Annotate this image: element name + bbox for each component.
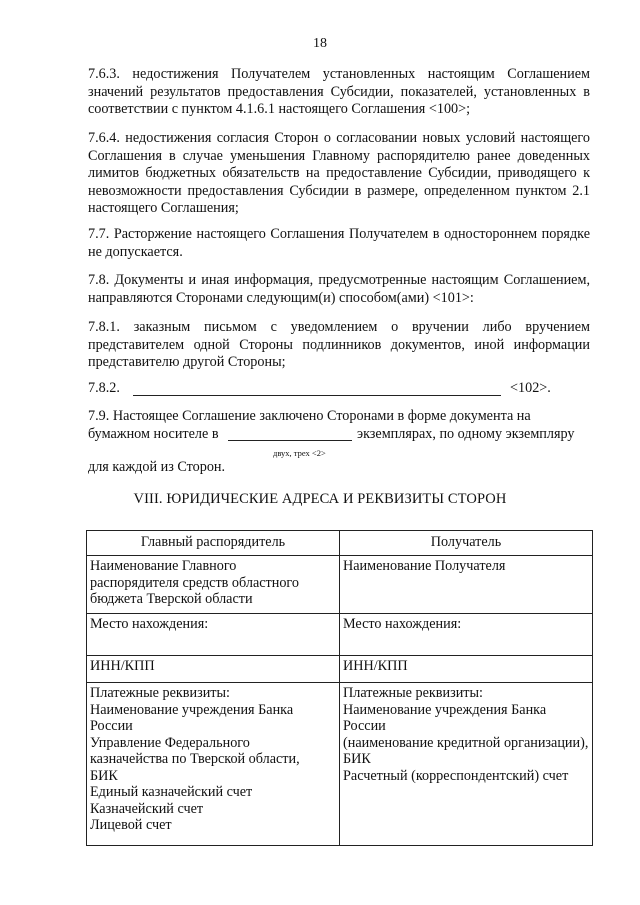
cell-line: Платежные реквизиты: [90,685,230,701]
cell-line: БИК [90,767,118,784]
blank-line-copies [228,440,352,441]
cell-line: Расчетный (корреспондентский) счет [343,767,569,784]
clause-7-8-1: 7.8.1. заказным письмом с уведомлением о вручении либо вручением представителем одной Стороны подлинников документов, иной информации представителю другой Стороны; [88,319,590,371]
cell-line: Наименование учреждения Банка [90,701,294,718]
page-number: 18 [313,36,327,51]
clause-7-6-4: 7.6.4. недостижения согласия Сторон о согласовании новых условий настоящего Соглашения в случае уменьшения Главному распорядителю ранее доведенных лимитов бюджетных обязательств на предоставление Субсидии, приводящего к невозможности предоставления Субсидии в размере, определенном пунктом 2.1 настоящего Соглашения; [88,130,590,217]
clause-7-8: 7.8. Документы и иная информация, предусмотренные настоящим Соглашением, направляются Сторонами следующим(и) способом(ами) <101>: [88,272,590,306]
copies-hint: двух, трех <2> [273,448,326,458]
cell-recipient-inn: ИНН/КПП [340,656,593,683]
cell-line: Лицевой счет [90,817,172,833]
cell-line: Единый казначейский счет [90,784,253,800]
clause-7-6-3: 7.6.3. недостижения Получателем установленных настоящим Соглашением значений результатов предоставления Субсидии, показателей, установленных в соответствии с пунктом 4.1.6.1 настоящего Соглашения <100>; [88,66,590,118]
cell-line: Управление Федерального [90,734,250,751]
requisites-table [86,530,593,846]
cell-line: распорядителя средств областного [90,574,299,591]
cell-line: бюджета Тверской области [90,591,253,607]
cell-line: Наименование Получателя [343,558,506,574]
cell-line: Казначейский счет [90,800,204,817]
footnote-ref-102: <102>. [510,380,551,396]
header-recipient: Получатель [340,531,593,556]
cell-line: БИК [343,751,371,767]
cell-recipient-payment [340,683,593,846]
header-main-distributor: Главный распорядитель [87,531,340,556]
section-title: VIII. ЮРИДИЧЕСКИЕ АДРЕСА И РЕКВИЗИТЫ СТОРОН [133,491,507,507]
cell-recipient-name [340,556,593,614]
cell-line: казначейства по Тверской области, [90,751,300,767]
cell-line: России [90,718,133,734]
clause-7-8-2-label: 7.8.2. [88,380,120,396]
blank-line-7-8-2 [133,395,501,396]
cell-distributor-name [87,556,340,614]
clause-7-7: 7.7. Расторжение настоящего Соглашения Получателем в одностороннем порядке не допускается. [88,226,590,260]
cell-recipient-location: Место нахождения: [340,614,593,656]
cell-distributor-payment [87,683,340,846]
cell-line: Наименование учреждения Банка России [343,701,547,734]
clause-7-9-line3: для каждой из Сторон. [88,459,226,475]
clause-7-9-line2-left: бумажном носителе в [88,426,219,442]
clause-7-9-line2-right: экземплярах, по одному экземпляру [357,426,575,442]
clause-7-9-line1: 7.9. Настоящее Соглашение заключено Сторонами в форме документа на [88,408,531,424]
cell-line: Платежные реквизиты: [343,685,483,701]
cell-line: Наименование Главного [90,558,237,574]
cell-line: (наименование кредитной организации), [343,734,589,751]
cell-distributor-inn: ИНН/КПП [87,656,340,683]
cell-distributor-location: Место нахождения: [87,614,340,656]
